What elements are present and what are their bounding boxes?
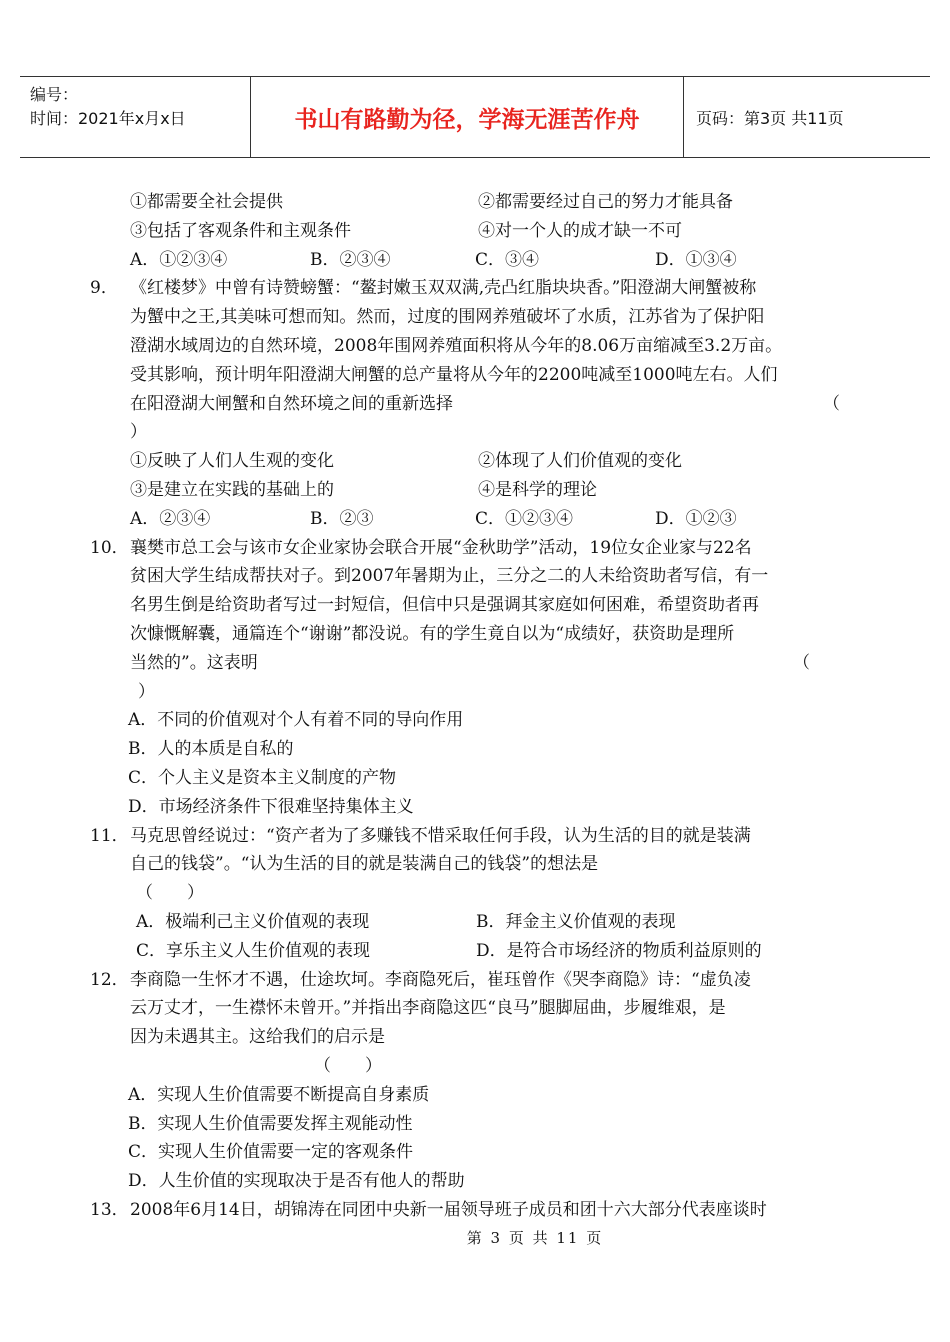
time-label: 时间：2021年x月x日 bbox=[30, 109, 186, 128]
q9-choice-c: C．①②③④ bbox=[475, 508, 574, 529]
question-content bbox=[90, 188, 870, 1225]
q8-option-2: ②都需要经过自己的努力才能具备 bbox=[478, 192, 733, 212]
q8-option-3: ③包括了客观条件和主观条件 bbox=[130, 220, 351, 241]
q11-text-1: 马克思曾经说过：“资产者为了多赚钱不惜采取任何手段，认为生活的目的就是装满 bbox=[130, 825, 751, 846]
q12-choice-b: B．实现人生价值需要发挥主观能动性 bbox=[128, 1113, 413, 1134]
q9-option-3: ③是建立在实践的基础上的 bbox=[130, 479, 334, 500]
q11-choices-row-1 bbox=[90, 908, 870, 937]
q12-text-2: 云万丈才，一生襟怀未曾开。”并指出李商隐这匹“良马”腿脚屈曲，步履维艰，是 bbox=[130, 998, 726, 1019]
q11-line-1 bbox=[90, 822, 870, 851]
q11-choice-a: A．极端利己主义价值观的表现 bbox=[136, 911, 370, 932]
q9-text-3: 澄湖水域周边的自然环境，2008年围网养殖面积将从今年的8.06万亩缩减至3.2万亩。 bbox=[130, 335, 783, 356]
q9-option-2: ②体现了人们价值观的变化 bbox=[478, 451, 682, 472]
q9-choice-d: D．①②③ bbox=[655, 508, 737, 529]
footer-page-number: 第 3 页 共 11 页 bbox=[466, 1229, 604, 1247]
q10-text-1: 襄樊市总工会与该市女企业家协会联合开展“金秋助学”活动，19位女企业家与22名 bbox=[130, 537, 752, 558]
q12-choice-d: D．人生价值的实现取决于是否有他人的帮助 bbox=[128, 1171, 465, 1192]
q9-option-1: ①反映了人们人生观的变化 bbox=[130, 451, 334, 472]
q8-option-4: ④对一个人的成才缺一不可 bbox=[478, 220, 682, 241]
motto: 书山有路勤为径，学海无涯苦作舟 bbox=[251, 77, 684, 157]
q9-answer-paren-close: ） bbox=[130, 422, 147, 443]
page-code: 页码：第3页 共11页 bbox=[696, 108, 844, 128]
q12-choice-a: A．实现人生价值需要不断提高自身素质 bbox=[128, 1084, 430, 1105]
q9-option-4: ④是科学的理论 bbox=[478, 479, 597, 500]
q11-number: 11． bbox=[90, 825, 129, 846]
q13-line-1 bbox=[90, 1196, 870, 1225]
q8-choice-c: C．③④ bbox=[475, 249, 540, 270]
number-label: 编号： bbox=[30, 85, 79, 104]
q10-choice-b: B．人的本质是自私的 bbox=[128, 739, 294, 760]
q12-answer-paren: （ ） bbox=[314, 1055, 382, 1076]
q10-line-1 bbox=[90, 534, 870, 563]
q11-choice-d: D．是符合市场经济的物质利益原则的 bbox=[476, 940, 762, 961]
q8-options-row-2 bbox=[90, 217, 870, 246]
q9-number: 9． bbox=[90, 278, 118, 299]
q8-choice-d: D．①③④ bbox=[655, 249, 737, 270]
header-left-cell bbox=[20, 77, 251, 157]
q12-text-1: 李商隐一生怀才不遇，仕途坎坷。李商隐死后，崔珏曾作《哭李商隐》诗：“虚负凌 bbox=[130, 969, 751, 990]
q10-answer-paren-open: （ bbox=[793, 652, 810, 673]
q10-choice-a: A．不同的价值观对个人有着不同的导向作用 bbox=[128, 710, 464, 731]
q9-line-5 bbox=[90, 390, 870, 419]
q13-text-1: 2008年6月14日，胡锦涛在同团中央新一届领导班子成员和团十六大部分代表座谈时 bbox=[130, 1199, 767, 1220]
page-footer bbox=[0, 1227, 950, 1248]
q9-answer-paren-open: （ bbox=[823, 393, 840, 414]
q8-choice-b: B．②③④ bbox=[310, 249, 391, 270]
q10-line-5 bbox=[90, 649, 870, 678]
q10-text-5: 当然的”。这表明 bbox=[130, 652, 258, 673]
q10-answer-paren-close: ） bbox=[138, 681, 155, 702]
q8-choices bbox=[90, 246, 870, 275]
q13-number: 13． bbox=[90, 1199, 129, 1220]
q9-choices bbox=[90, 505, 870, 534]
q10-choice-c: C．个人主义是资本主义制度的产物 bbox=[128, 767, 397, 788]
q9-options-row-2 bbox=[90, 476, 870, 505]
q9-line-1 bbox=[90, 274, 870, 303]
q8-options-row-1 bbox=[90, 188, 870, 217]
q11-choices-row-2 bbox=[90, 937, 870, 966]
q9-text-2: 为蟹中之王,其美味可想而知。然而，过度的围网养殖破坏了水质，江苏省为了保护阳 bbox=[130, 307, 765, 328]
q10-text-2: 贫困大学生结成帮扶对子。到2007年暑期为止，三分之二的人未给资助者写信，有一 bbox=[130, 566, 769, 587]
q8-option-1: ①都需要全社会提供 bbox=[130, 192, 283, 212]
q12-line-1 bbox=[90, 966, 870, 995]
q9-choice-b: B．②③ bbox=[310, 508, 374, 529]
q11-choice-b: B．拜金主义价值观的表现 bbox=[476, 911, 676, 932]
q9-options-row-1 bbox=[90, 447, 870, 476]
q9-choice-a: A．②③④ bbox=[130, 508, 211, 529]
header-table bbox=[20, 76, 930, 158]
q11-text-2: 自己的钱袋”。“认为生活的目的就是装满自己的钱袋”的想法是 bbox=[130, 854, 599, 875]
q8-choice-a: A．①②③④ bbox=[130, 249, 228, 270]
q9-text-1: 《红楼梦》中曾有诗赞螃蟹：“鳌封嫩玉双双满,壳凸红脂块块香。”阳澄湖大闸蟹被称 bbox=[130, 278, 757, 299]
q12-number: 12． bbox=[90, 969, 129, 990]
q10-text-3: 名男生倒是给资助者写过一封短信，但信中只是强调其家庭如何困难，希望资助者再 bbox=[130, 595, 759, 616]
q9-text-4: 受其影响，预计明年阳澄湖大闸蟹的总产量将从今年的2200吨减至1000吨左右。人们 bbox=[130, 364, 778, 385]
q11-answer-paren: （ ） bbox=[136, 883, 204, 904]
q10-choice-d: D．市场经济条件下很难坚持集体主义 bbox=[128, 796, 414, 817]
q10-text-4: 次慷慨解囊，通篇连个“谢谢”都没说。有的学生竟自以为“成绩好，获资助是理所 bbox=[130, 623, 735, 644]
q12-text-3: 因为未遇其主。这给我们的启示是 bbox=[130, 1027, 385, 1048]
q10-number: 10． bbox=[90, 537, 129, 558]
q12-choice-c: C．实现人生价值需要一定的客观条件 bbox=[128, 1142, 414, 1163]
q11-choice-c: C．享乐主义人生价值观的表现 bbox=[136, 940, 371, 961]
q9-text-5: 在阳澄湖大闸蟹和自然环境之间的重新选择 bbox=[130, 393, 453, 414]
